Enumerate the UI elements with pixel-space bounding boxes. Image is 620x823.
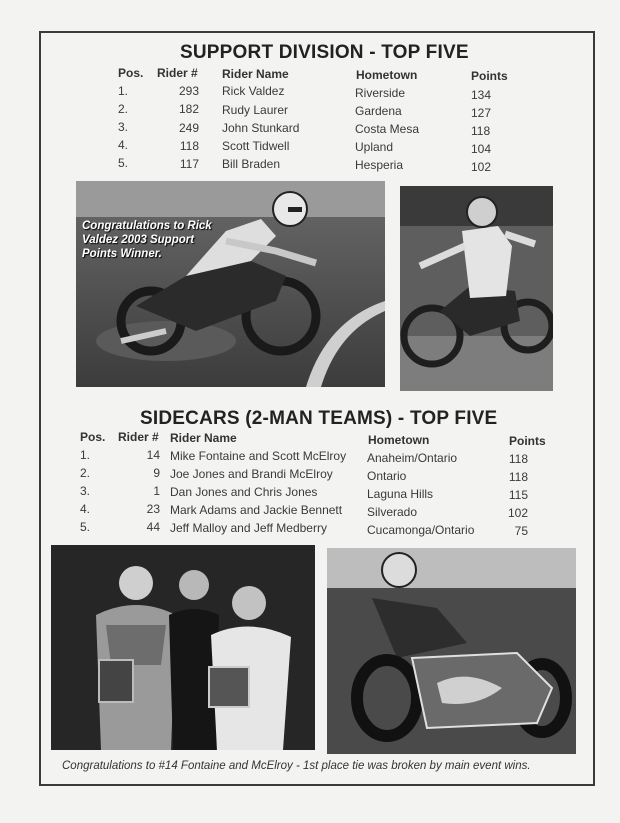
- sidecars-header-points: Points: [509, 434, 546, 448]
- support-header-name: Rider Name: [222, 67, 289, 81]
- cell-points: 115: [508, 488, 528, 502]
- cell-hometown: Silverado: [367, 505, 418, 519]
- support-header-rider: Rider #: [157, 66, 198, 80]
- cell-name: Bill Braden: [222, 157, 281, 171]
- cell-name: Scott Tidwell: [222, 139, 290, 153]
- cell-points: 102: [471, 160, 492, 174]
- cell-pos: 5.: [118, 156, 129, 170]
- support-header-hometown: Hometown: [356, 68, 418, 82]
- cell-points: 118: [508, 470, 528, 484]
- cell-hometown: Cucamonga/Ontario: [367, 523, 475, 537]
- cell-name: Dan Jones and Chris Jones: [170, 485, 318, 499]
- cell-hometown: Upland: [355, 140, 394, 154]
- cell-rider: 118: [179, 139, 199, 153]
- cell-pos: 1.: [80, 448, 91, 462]
- cell-rider: 14: [146, 448, 160, 462]
- cell-pos: 1.: [118, 84, 129, 98]
- support-title: SUPPORT DIVISION - TOP FIVE: [180, 42, 469, 63]
- cell-pos: 4.: [80, 502, 91, 516]
- cell-hometown: Costa Mesa: [355, 122, 420, 136]
- cell-rider: 9: [153, 466, 160, 480]
- cell-pos: 4.: [118, 138, 129, 152]
- cell-pos: 5.: [80, 520, 91, 534]
- cell-hometown: Hesperia: [355, 158, 404, 172]
- cell-hometown: Anaheim/Ontario: [367, 451, 458, 465]
- cell-name: Rick Valdez: [222, 84, 285, 98]
- cell-points: 102: [507, 506, 528, 520]
- cell-points: 75: [514, 524, 528, 538]
- cell-rider: 117: [179, 157, 199, 171]
- sidecars-header-hometown: Hometown: [368, 433, 430, 447]
- cell-hometown: Gardena: [355, 104, 402, 118]
- photo-overlay-caption: Congratulations to Rick Valdez 2003 Support Points Winner.: [82, 220, 212, 260]
- cell-points: 104: [471, 142, 492, 156]
- cell-points: 127: [471, 106, 492, 120]
- sidecars-header-rider: Rider #: [118, 430, 159, 444]
- cell-pos: 2.: [118, 102, 129, 116]
- cell-rider: 182: [178, 102, 199, 116]
- sidecars-header-pos: Pos.: [80, 430, 106, 444]
- cell-name: Rudy Laurer: [222, 103, 289, 117]
- cell-rider: 293: [178, 84, 199, 98]
- footer-caption: Congratulations to #14 Fontaine and McElroy - 1st place tie was broken by main event wins.: [62, 760, 531, 772]
- cell-hometown: Riverside: [355, 86, 406, 100]
- sidecars-title: SIDECARS (2-MAN TEAMS) - TOP FIVE: [140, 408, 498, 429]
- cell-hometown: Laguna Hills: [367, 487, 434, 501]
- cell-rider: 44: [146, 520, 160, 534]
- cell-rider: 23: [146, 502, 160, 516]
- cell-rider: 1: [153, 484, 160, 498]
- cell-points: 134: [471, 88, 492, 102]
- team-members-graphic: [96, 566, 291, 750]
- photo-rick-valdez: [76, 181, 385, 387]
- cell-pos: 3.: [118, 120, 129, 134]
- cell-rider: 249: [178, 121, 199, 135]
- cell-name: Joe Jones and Brandi McElroy: [170, 467, 333, 481]
- photo-rider-portrait: [400, 186, 553, 391]
- cell-name: John Stunkard: [222, 121, 300, 135]
- cell-pos: 3.: [80, 484, 91, 498]
- cell-points: 118: [508, 452, 528, 466]
- cell-hometown: Ontario: [367, 469, 407, 483]
- sidecars-header-name: Rider Name: [170, 431, 237, 445]
- cell-name: Mark Adams and Jackie Bennett: [170, 503, 343, 517]
- photo-trophy-presentation: [51, 545, 315, 750]
- cell-name: Jeff Malloy and Jeff Medberry: [170, 521, 327, 535]
- cell-points: 118: [471, 124, 491, 138]
- cell-pos: 2.: [80, 466, 91, 480]
- photo-sidecar-rig: [327, 548, 576, 754]
- cell-name: Mike Fontaine and Scott McElroy: [170, 449, 347, 463]
- support-header-points: Points: [471, 69, 508, 83]
- support-header-pos: Pos.: [118, 66, 144, 80]
